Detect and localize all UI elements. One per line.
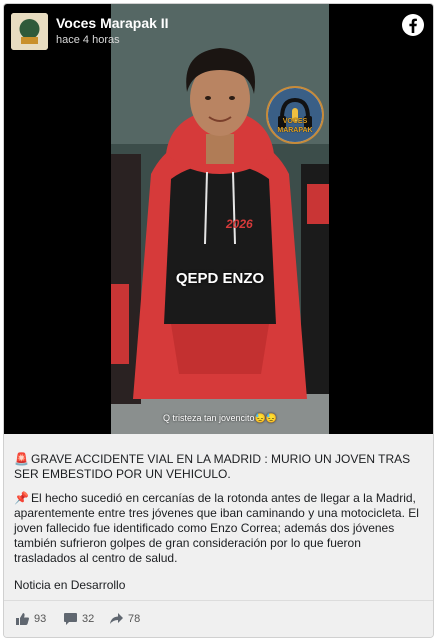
- voces-marapak-badge: [266, 86, 324, 144]
- voces-marapak-logo-icon: [11, 13, 48, 50]
- page-avatar[interactable]: [11, 13, 48, 50]
- badge-label-bottom: MARAPAK: [277, 127, 313, 134]
- pin-icon: 📌: [14, 491, 29, 505]
- post-timestamp[interactable]: hace 4 horas: [56, 34, 120, 46]
- post-headline: [14, 452, 424, 482]
- post-headline-text: GRAVE ACCIDENTE VIAL EN LA MADRID : MURIO UN JOVEN TRAS SER EMBESTIDO POR UN VEHICULO.: [14, 452, 411, 481]
- thumbs-up-icon: [16, 613, 29, 625]
- post-media[interactable]: [4, 4, 433, 434]
- badge-label-top: VOCES: [282, 118, 308, 125]
- post-body-text: El hecho sucedió en cercanías de la rotonda antes de llegar a la Madrid, aparentemente entre tres jóvenes que iban caminando y una motocicleta. El joven fallecido fue identificado como Enzo Correa; además dos jóvenes también sufrieron golpes de gran consideración por lo que fueron trasladados al centro de salud.: [14, 491, 419, 565]
- like-button[interactable]: [16, 612, 46, 626]
- post-photo[interactable]: [111, 4, 329, 434]
- post-content: [4, 434, 433, 637]
- post-card: [3, 3, 434, 638]
- hoodie-print: 2026: [226, 217, 253, 231]
- share-arrow-icon: [110, 613, 123, 625]
- page-name-link[interactable]: Voces Marapak II: [56, 15, 169, 31]
- comment-button[interactable]: [64, 612, 94, 626]
- share-count: 78: [128, 613, 141, 625]
- post-footer-note: Noticia en Desarrollo: [14, 578, 126, 592]
- photo-caption: Q tristeza tan jovencito😓😓: [163, 413, 277, 423]
- siren-icon: 🚨: [14, 452, 29, 466]
- photo-overlay-text: QEPD ENZO: [175, 270, 265, 287]
- facebook-icon[interactable]: [402, 14, 424, 36]
- photo-illustration: [111, 4, 329, 434]
- like-count: 93: [34, 613, 47, 625]
- post-body: [14, 491, 424, 566]
- share-button[interactable]: [110, 612, 140, 626]
- comment-icon: [64, 613, 77, 625]
- post-header: [4, 4, 433, 56]
- post-actions: [4, 600, 433, 631]
- comment-count: 32: [82, 613, 95, 625]
